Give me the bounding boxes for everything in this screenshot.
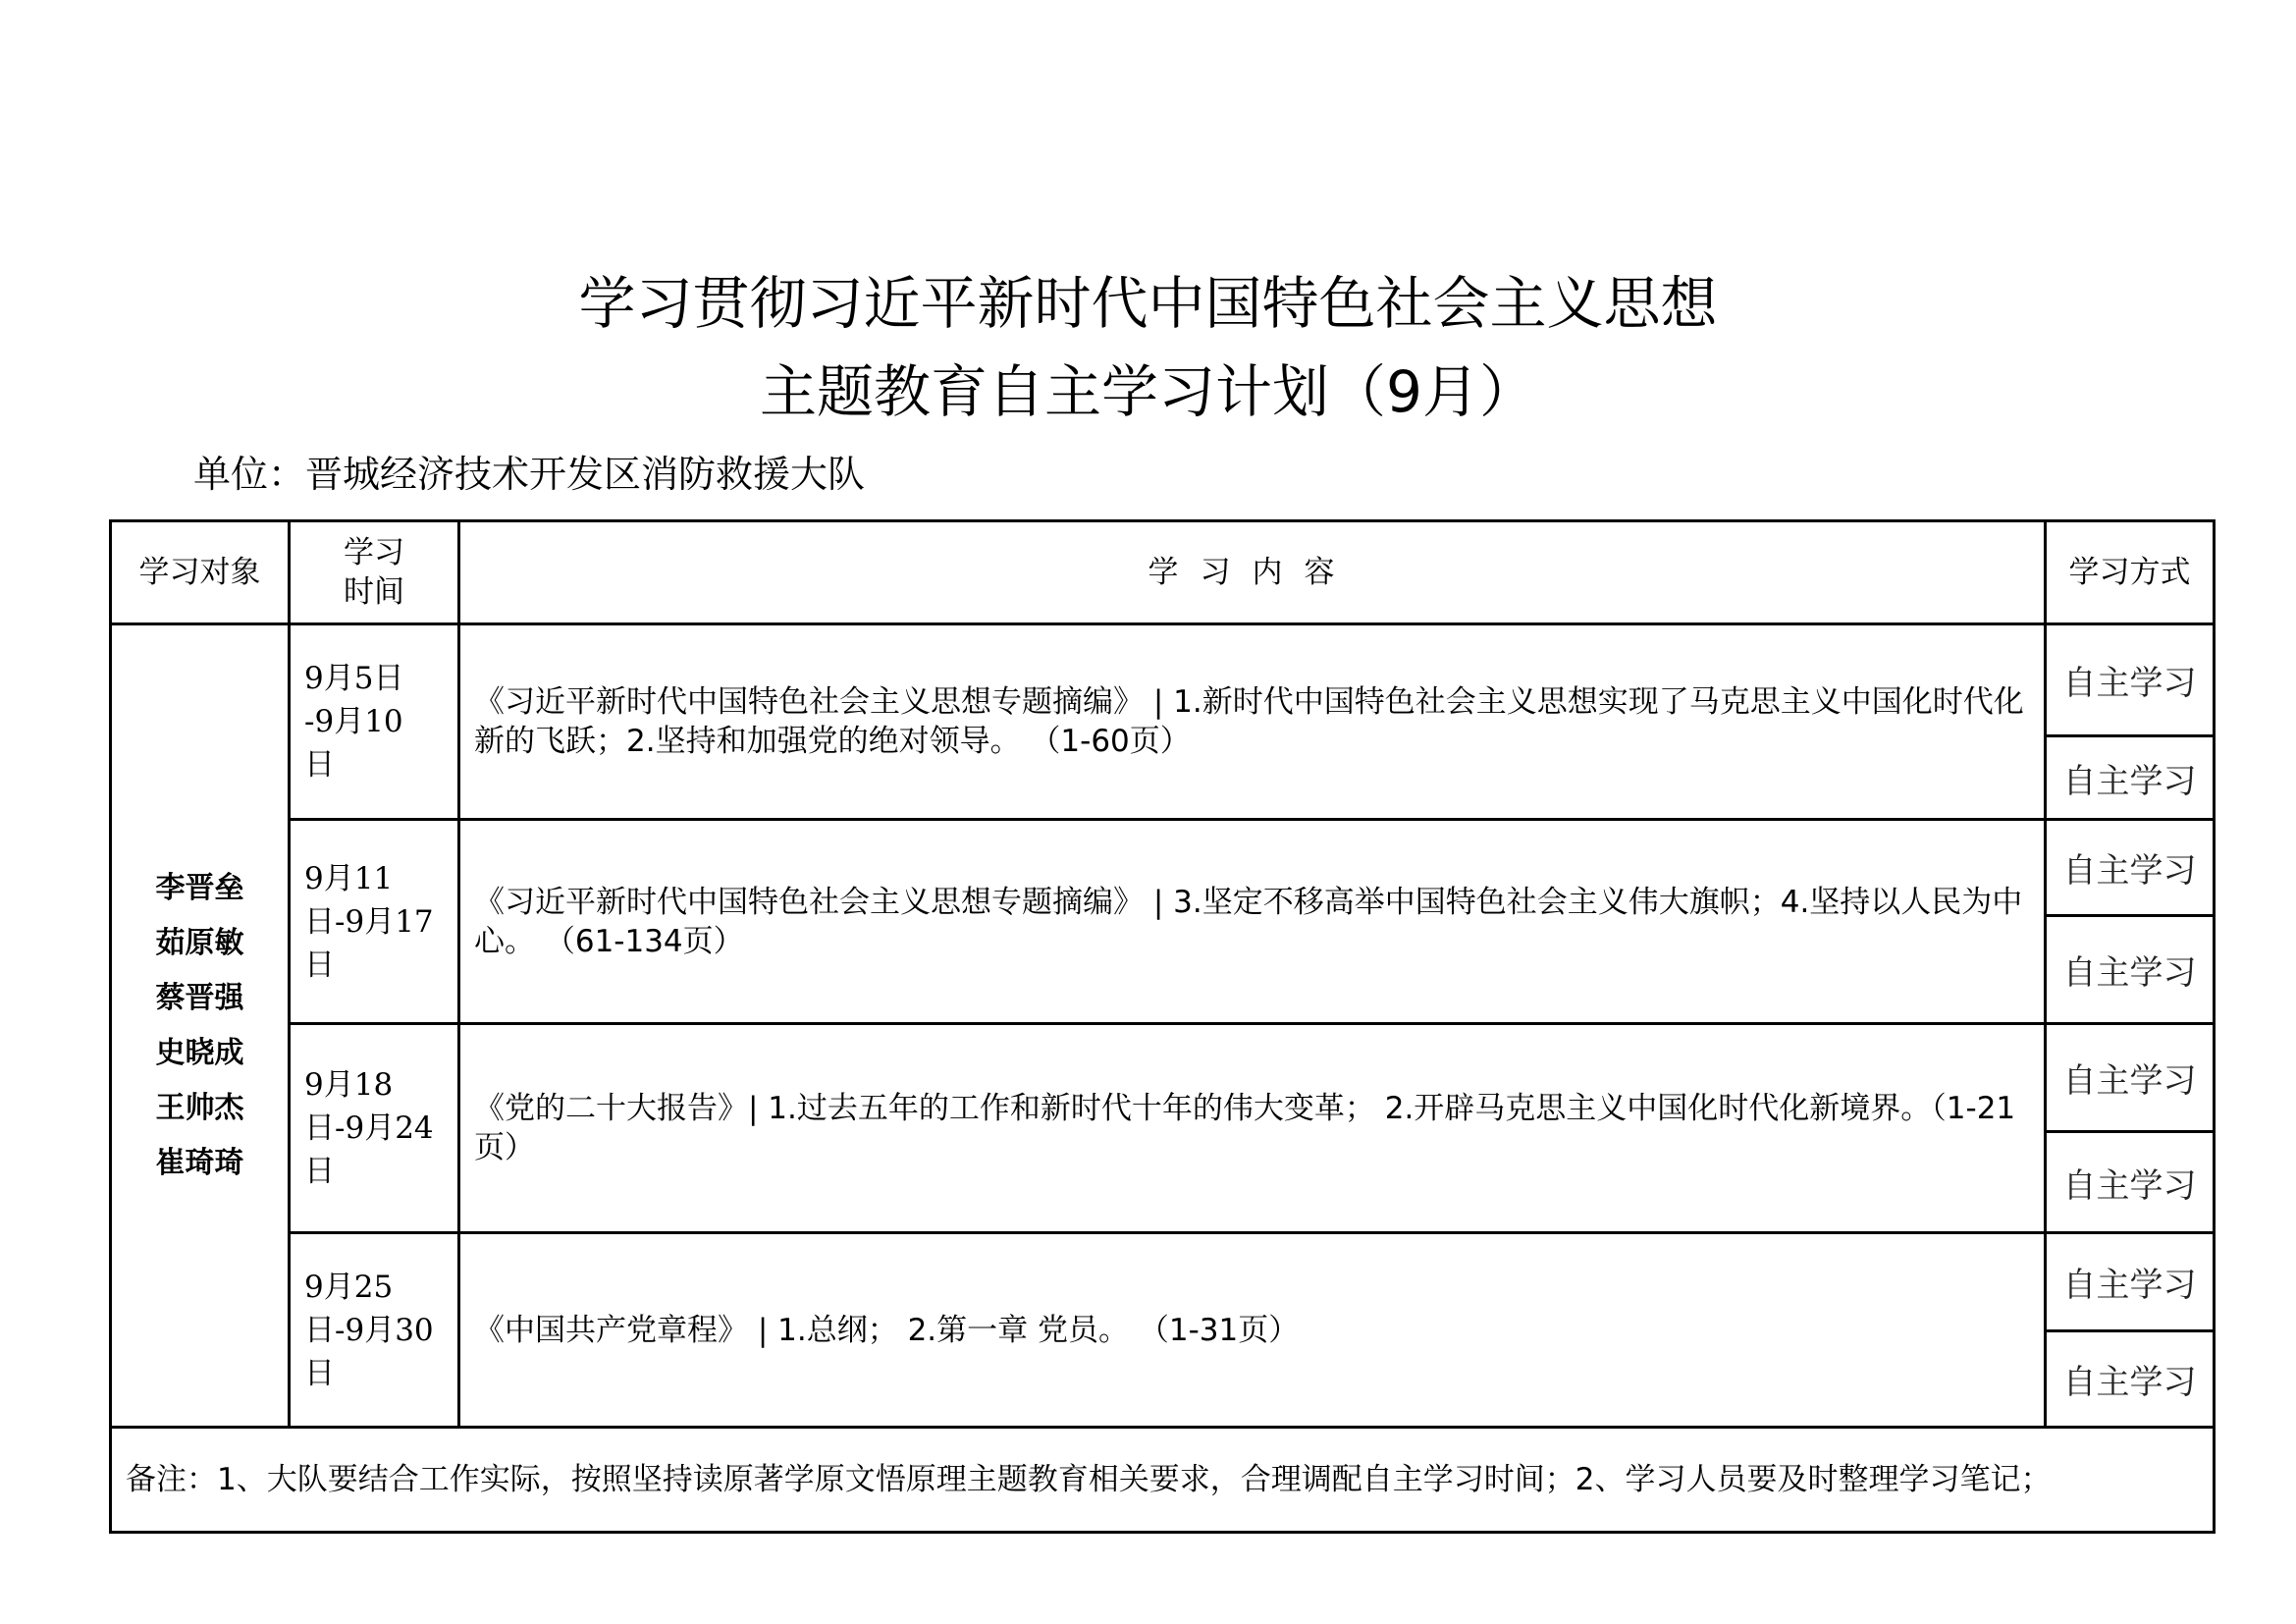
unit-label: 单位：晋城经济技术开发区消防救援大队 <box>193 453 866 496</box>
document-title-line2: 主题教育自主学习计划（9月） <box>760 358 1536 425</box>
time-line: 9月11 <box>304 860 394 896</box>
week-content: 《习近平新时代中国特色社会主义思想专题摘编》 | 3.坚定不移高举中国特色社会主义伟大旗帜；4.坚持以人民为中心。 （61-134页） <box>459 820 2046 1024</box>
study-plan-table <box>109 519 2216 1534</box>
header-time-line1: 学习 <box>344 535 404 570</box>
table-row <box>111 1233 2215 1331</box>
week-content: 《中国共产党章程》 | 1.总纲； 2.第一章 党员。 （1-31页） <box>459 1233 2046 1428</box>
table-row <box>111 624 2215 736</box>
header-mode: 学习方式 <box>2046 521 2215 624</box>
study-mode: 自主学习 <box>2046 820 2215 916</box>
document-title-line1: 学习贯彻习近平新时代中国特色社会主义思想 <box>578 270 1718 337</box>
header-content: 学习内容 <box>459 521 2046 624</box>
people-list <box>111 624 290 1428</box>
week-content: 《党的二十大报告》| 1.过去五年的工作和新时代十年的伟大变革； 2.开辟马克思主义中国化时代化新境界。（1-21页） <box>459 1024 2046 1233</box>
time-line: 日 <box>304 747 335 783</box>
person-name: 王帅杰 <box>155 1090 244 1125</box>
time-line: 9月18 <box>304 1067 394 1103</box>
person-name: 茹原敏 <box>155 925 244 960</box>
week-content: 《习近平新时代中国特色社会主义思想专题摘编》 | 1.新时代中国特色社会主义思想实现了马克思主义中国化时代化新的飞跃；2.坚持和加强党的绝对领导。 （1-60页） <box>459 624 2046 820</box>
study-mode: 自主学习 <box>2046 624 2215 736</box>
header-time-line2: 时间 <box>344 574 404 610</box>
header-time <box>290 521 459 624</box>
study-mode: 自主学习 <box>2046 916 2215 1024</box>
person-name: 史晓成 <box>155 1035 244 1070</box>
header-target: 学习对象 <box>111 521 290 624</box>
time-line: 日 <box>304 1154 335 1189</box>
person-name: 李晋垒 <box>155 870 244 905</box>
header-row <box>111 521 2215 624</box>
time-line: 日 <box>304 1355 335 1391</box>
time-line: 9月25 <box>304 1269 394 1305</box>
person-name: 崔琦琦 <box>155 1145 244 1180</box>
note-row <box>111 1428 2215 1533</box>
time-line: 日-9月17 <box>304 903 434 940</box>
time-line: -9月10 <box>304 704 403 739</box>
study-mode: 自主学习 <box>2046 1331 2215 1428</box>
study-mode: 自主学习 <box>2046 1132 2215 1233</box>
study-mode: 自主学习 <box>2046 1233 2215 1331</box>
study-mode: 自主学习 <box>2046 1024 2215 1132</box>
time-line: 日 <box>304 947 335 983</box>
note-text: 备注：1、大队要结合工作实际，按照坚持读原著学原文悟原理主题教育相关要求，合理调配自主学习时间；2、学习人员要及时整理学习笔记； <box>111 1428 2215 1533</box>
week-time <box>290 1233 459 1428</box>
table-row <box>111 820 2215 916</box>
week-time <box>290 624 459 820</box>
person-name: 蔡晋强 <box>155 980 244 1015</box>
week-time <box>290 1024 459 1233</box>
table-row <box>111 1024 2215 1132</box>
time-line: 日-9月30 <box>304 1312 434 1348</box>
time-line: 日-9月24 <box>304 1110 434 1146</box>
study-mode: 自主学习 <box>2046 736 2215 820</box>
time-line: 9月5日 <box>304 661 404 696</box>
week-time <box>290 820 459 1024</box>
